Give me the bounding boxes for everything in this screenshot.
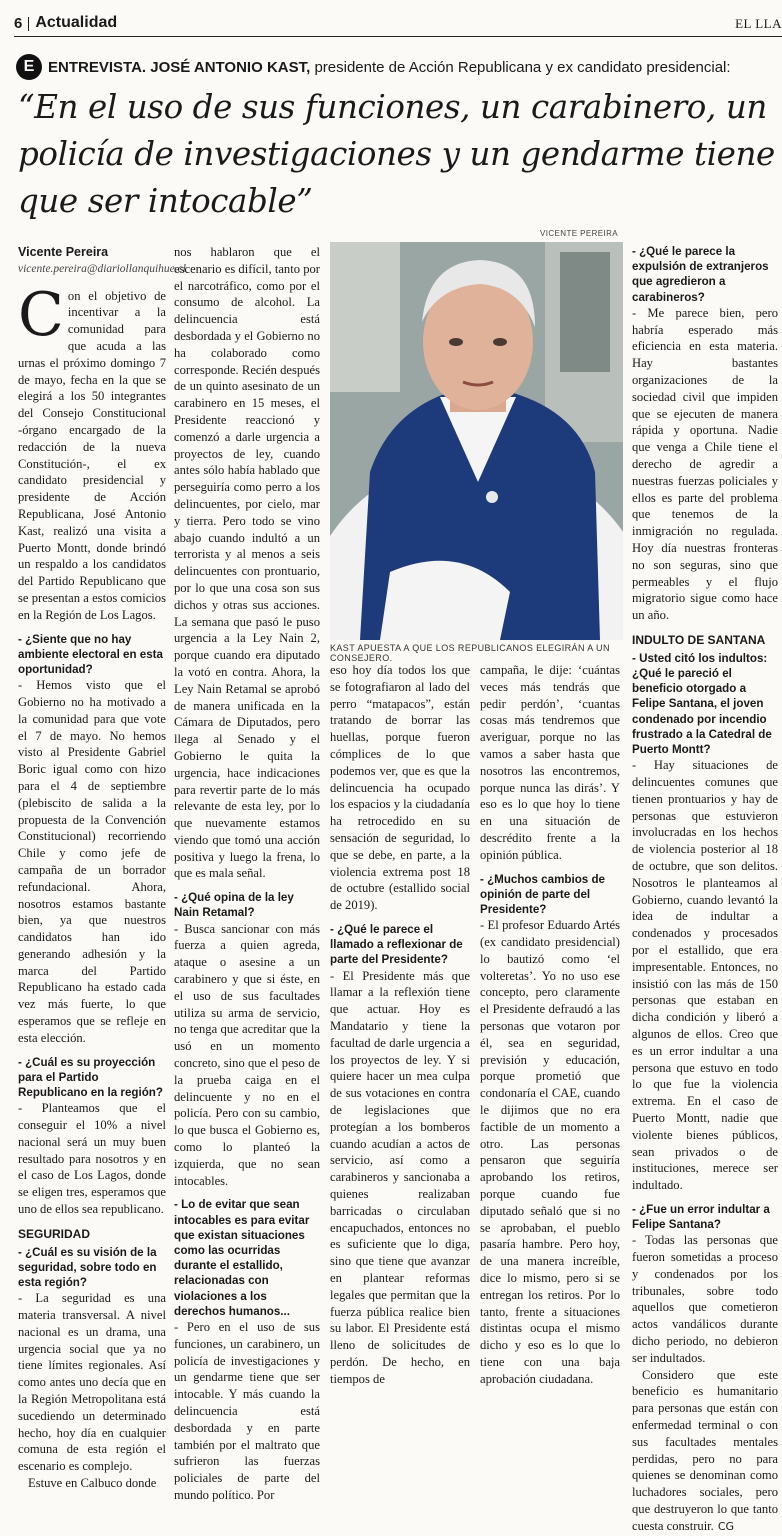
photo-credit: VICENTE PEREIRA	[540, 229, 619, 238]
kicker-name: JOSÉ ANTONIO KAST,	[150, 58, 311, 76]
subheading: SEGURIDAD	[18, 1226, 91, 1241]
author-email: vicente.pereira@diariollanquihue.cl	[18, 262, 186, 275]
page-header	[14, 10, 782, 37]
photo-caption: KAST APUESTA A QUE LOS REPUBLICANOS ELEGIRÁN A UN CONSEJERO.	[330, 643, 610, 663]
paragraph: Considero que este beneficio es humanitario para personas que están con enfermedad terminal o con sus facultades mentales perdidas, pero no para quienes se denominan como luchadores sociales, pero que destruyeron lo que tanto cuesta construir. CG	[632, 1367, 778, 1533]
answer: - Hemos visto que el Gobierno no ha motivado a la comunidad para que vote el 7 de mayo. No hemos visto al Presidente Gabriel Boric igual como con hizo para el 4 de septiembre (plebiscito de salida a la propuesta de la Convención Constitucional) recorriendo Chile y como jefe de campaña de un borrador refundacional. Ahora, nosotros estamos bastante bien, ya que nuestros candidatos han ido generando adhesión y la marca del Partido Republicano ha estado cada vez más fuerte, lo que esperamos que se refleje en esta elección.	[18, 678, 166, 1045]
column-4	[480, 662, 620, 1387]
column-5	[632, 244, 778, 1536]
answer: - El Presidente más que llamar a la reflexión tiene que actuar. Hoy es Mandatario y tiene la facultad de darle urgencia a los proyectos de ley. Y si quiere hacer un mea culpa de sus votaciones en contra de legislaciones que protegían a los bomberos cuando acudían a actos de servicio, así como a carabineros y sancionaba a quienes realizaban barricadas o circulaban encapuchados, entonces no es suficiente que lo diga, sino que tiene que avanzar en plantear reformas legales que permitan que la fuerza pública realice bien su labor. El Presidente está lleno de solicitudes de perdón. De hecho, en tiempos de	[330, 968, 470, 1386]
column-2	[174, 244, 320, 1504]
question: - ¿Cuál es su proyección para el Partido Republicano en la región?	[18, 1055, 163, 1100]
paragraph: Estuve en Calbuco donde	[28, 1476, 157, 1491]
question: - ¿Qué le parece la expulsión de extranjeros que agredieron a carabineros?	[632, 245, 769, 304]
headline: “En el uso de sus funciones, un carabinero, un policía de investigaciones y un gendarme tiene que ser intocable”	[18, 88, 775, 220]
page-number: 6	[14, 17, 29, 31]
answer: - Busca sancionar con más fuerza a quien agreda, ataque o asesine a un carabinero y que si éste, en el uso de sus facultades utiliza su arma de servicio, no tenga que acreditar que la usó en un momento concreto, sino que el peso de la prueba caiga en el delincuente y no en el policía. Pero con su cambio, lo que busca el Gobierno es, como lo planteó la izquierda, que no sean intocables.	[174, 921, 320, 1188]
answer: - La seguridad es una materia transversal. A nivel nacional es un drama, una urgencia social que ya no tiene límites regionales. Así como antes uno decía que en la Región Metropolitana está sucediendo un determinado hecho, hoy día en cualquier comuna de esta región el escenario es complejo.	[18, 1291, 166, 1474]
question: - ¿Qué le parece el llamado a reflexionar de parte del Presidente?	[330, 922, 463, 967]
answer: - Me parece bien, pero habría esperado más eficiencia en esta materia. Hay bastantes organizaciones de la sociedad civil que impiden que se ejecuten de manera rápida y oportuna. Nadie que venga a Chile tiene el derecho de agredir a nuestras fuerzas policiales y ellos es parte del problema que tenemos de la inmigración no regulada. Hoy día nuestras fronteras no son seguras, sino que permeables y el flujo migratorio sigue como hace un año.	[632, 305, 778, 623]
paragraph: nos hablaron que el escenario es difícil, tanto por el narcotráfico, como por el consumo de alcohol. La delincuencia está desbordada y el Gobierno no ha colaborado como corresponde. Recién después de un quinto asesinato de un carabinero en 15 meses, el Presidente reaccionó y comenzó a darle urgencia a proyectos de ley, cuando antes sólo había hablado que perseguiría como perro a los delincuentes, por cielo, mar y tierra. Pero todo se vino abajo cuando indultó a un terrorista y al menos a seis delincuentes con prontuario, por lo que una cosa son sus dichos y otras sus acciones. La semana que pasó le puso urgencia a la Ley Nain 2, porque cuando era diputado la votó en contra. Ahora, la Ley Nain Retamal se aprobó de manera unificada en la Cámara de Diputados, pero llega al Senado y el Gobierno le quita la urgencia, hace indicaciones para revertir parte de lo más relevante de esta ley, por lo que nuevamente estamos viendo que tomó una acción positiva y luego la frena, lo que es mala señal.	[174, 245, 320, 881]
question: - ¿Fue un error indultar a Felipe Santana?	[632, 1202, 770, 1232]
column-3	[330, 662, 470, 1387]
subheading: INDULTO DE SANTANA	[632, 632, 766, 647]
column-1	[18, 244, 186, 1492]
newspaper-name: EL LLA	[735, 16, 782, 31]
section-title: Actualidad	[35, 14, 118, 31]
kicker-rest: presidente de Acción Republicana y ex candidato presidencial:	[314, 58, 731, 76]
question: - ¿Cuál es su visión de la seguridad, sobre todo en esta región?	[18, 1245, 157, 1290]
paragraph: eso hoy día todos los que se fotografiaron al lado del perro “matapacos”, están tratando de borrar las huellas, porque fueron cómplices de lo que podemos ver, que es que la delincuencia ha ocupado los espacios y la ciudadanía ha retrocedido en su sensación de seguridad, lo que se debe, en parte, a la violencia extrema post 18 de octubre (estallido social de 2019).	[330, 663, 470, 913]
question: - Lo de evitar que sean intocables es para evitar que existan situaciones como las ocurridas durante el estallido, relacionadas con violaciones a los derechos humanos...	[174, 1198, 310, 1318]
question: - ¿Siente que no hay ambiente electoral en esta oportunidad?	[18, 632, 163, 676]
end-mark-icon: CG	[717, 1519, 735, 1533]
question: - ¿Muchos cambios de opinión de parte del Presidente?	[480, 872, 605, 916]
answer: - Planteamos que el conseguir el 10% a nivel nacional será un muy buen resultado para nosotros y en el caso de Los Lagos, donde se eligen tres, esperamos que uno de ellos sea republicano.	[18, 1101, 166, 1217]
author-name: Vicente Pereira	[18, 245, 109, 259]
answer: - Hay situaciones de delincuentes comunes que tienen prontuarios y hay de personas que estuvieron involucradas en los hechos de violencia posterior al 18 de octubre, que son delitos. Nosotros le planteamos al Gobierno, cuando levantó la idea de indultar a condenados y procesados por el estallido, que era impresentable. Entonces, no insistió con las más de 150 personas que estaban en dicha condición y liberó a algunos de ellos. Creo que es un error indultar a una persona que estuvo en todo lo que fue la violencia extrema. En el caso de Puerto Montt, nadie que violente bienes públicos, sean privados o de instituciones, merece ser indultado.	[632, 758, 778, 1193]
question: - Usted citó los indultos: ¿Qué le pareció el beneficio otorgado a Felipe Santana, el joven condenado por incendio frustrado a la Catedral de Puerto Montt?	[632, 651, 772, 756]
portrait-illustration	[330, 242, 623, 640]
interview-badge-icon: E	[16, 54, 42, 80]
answer: - El profesor Eduardo Artés (ex candidato presidencial) lo bautizó como ‘el volteretas’. Yo no uso ese concepto, pero claramente el Presidente defraudó a las personas que votaron por él, sea en seguridad, previsión y educación, porque prometió que condonaría el CAE, cuando le dijimos que no era factible de un momento a otro. Las personas pensaron que seguiría aprobando los retiros, porque cuando fue diputado señaló que si no se aprobaban, el pueblo pasaría hambre. Pero hoy, de una manera increíble, dice lo mismo, pero si se entregan los retiros. Por lo tanto, frente a situaciones distintas ocupa el mismo dicho y eso es lo que lo tiene con una baja aprobación ciudadana.	[480, 918, 620, 1386]
answer: - Pero en el uso de sus funciones, un carabinero, un policía de investigaciones y un gendarme tiene que ser intocable. Y más cuando la delincuencia está desbordada y en parte también por el maltrato que sufrieron las fuerzas policiales de parte del mundo político. Por	[174, 1320, 320, 1503]
question: - ¿Qué opina de la ley Nain Retamal?	[174, 891, 294, 920]
drop-cap: C	[18, 279, 64, 350]
paragraph: campaña, le dije: ‘cuántas veces más tendrás que pedir perdón’, ‘cuantas cosas más tendremos que averiguar, porque no las vamos a saber hasta que nosotros las encontremos, porque nunca las dirás’. Y eso es lo que hoy lo tiene en una situación de descrédito frente a la opinión pública.	[480, 663, 620, 862]
answer: - Todas las personas que fueron sometidas a proceso y condenados por los tribunales, sobre todo aquellos que cometieron actos vandálicos durante dicho periodo, no debieron ser indultados.	[632, 1233, 778, 1365]
kicker	[16, 54, 782, 80]
intro-paragraph: Con el objetivo de incentivar a la comunidad para que acuda a las urnas el próximo domingo 7 de mayo, fecha en la que se elegirá a los 50 integrantes del Consejo Constitucional -órgano encargado de la redacción de la nueva Constitución-, el ex candidato presidencial y presidente de Acción Republicana, José Antonio Kast, realizó una visita a Puerto Montt, donde brindó un respaldo a los candidatos del Partido Republicano que se presentan a estos comicios en la Región de Los Lagos.	[18, 279, 166, 622]
kicker-label: ENTREVISTA.	[48, 58, 147, 76]
portrait-photo	[330, 242, 623, 640]
